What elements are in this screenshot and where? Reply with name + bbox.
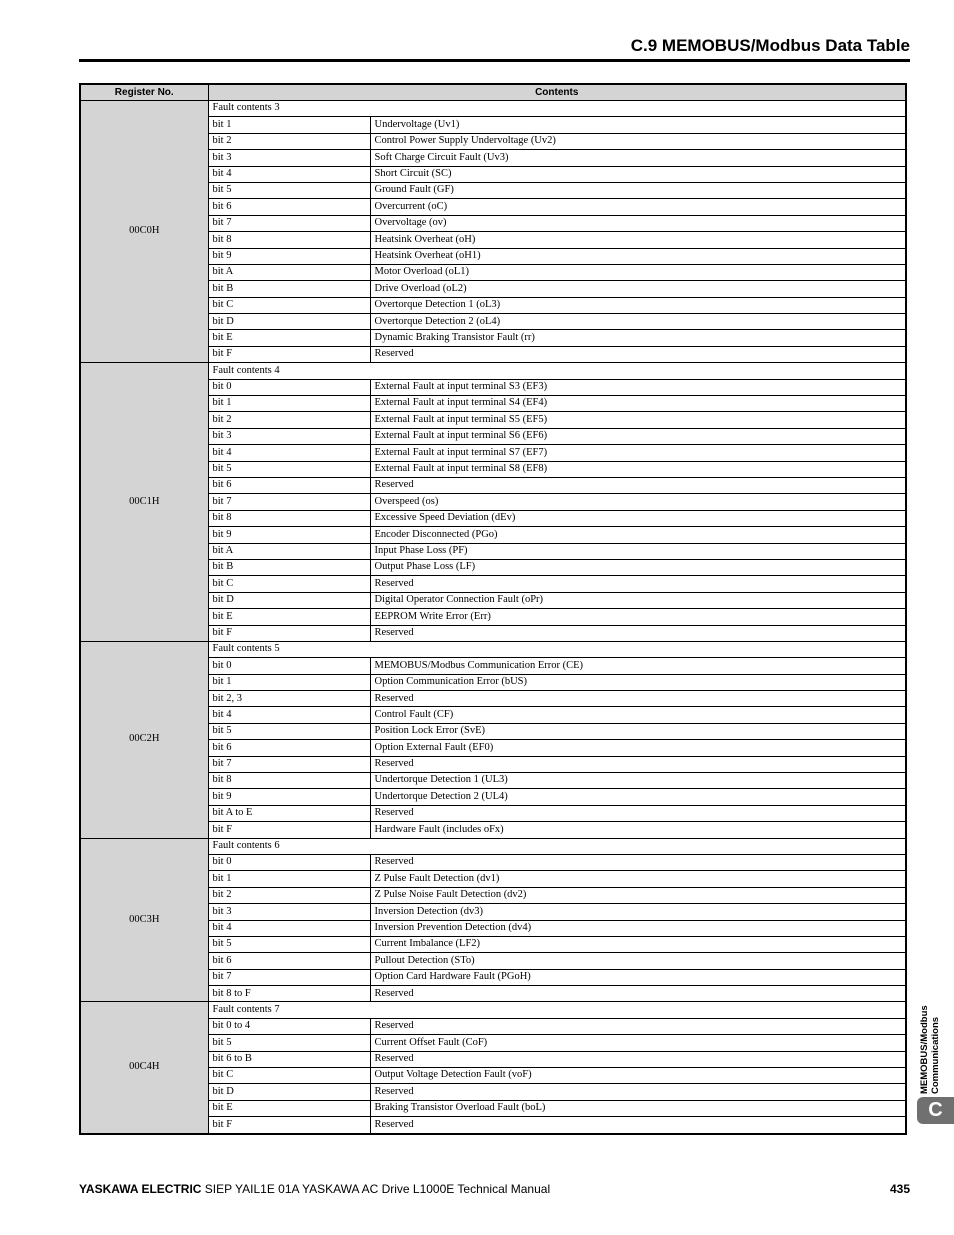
description-cell: Drive Overload (oL2) <box>370 281 906 297</box>
description-cell: Heatsink Overheat (oH) <box>370 232 906 248</box>
description-cell: Current Imbalance (LF2) <box>370 936 906 952</box>
description-cell: Reserved <box>370 691 906 707</box>
bit-cell: bit C <box>208 1068 370 1084</box>
description-cell: Soft Charge Circuit Fault (Uv3) <box>370 150 906 166</box>
description-cell: EEPROM Write Error (Err) <box>370 609 906 625</box>
bit-cell: bit 5 <box>208 723 370 739</box>
description-cell: Reserved <box>370 576 906 592</box>
description-cell: Dynamic Braking Transistor Fault (rr) <box>370 330 906 346</box>
description-cell: Inversion Prevention Detection (dv4) <box>370 920 906 936</box>
description-cell: Undertorque Detection 2 (UL4) <box>370 789 906 805</box>
bit-cell: bit 7 <box>208 215 370 231</box>
column-header-contents: Contents <box>208 84 906 101</box>
description-cell: Z Pulse Fault Detection (dv1) <box>370 871 906 887</box>
bit-cell: bit 1 <box>208 674 370 690</box>
bit-cell: bit 4 <box>208 445 370 461</box>
bit-cell: bit F <box>208 822 370 838</box>
bit-cell: bit 4 <box>208 166 370 182</box>
description-cell: Control Power Supply Undervoltage (Uv2) <box>370 133 906 149</box>
description-cell: Position Lock Error (SvE) <box>370 723 906 739</box>
description-cell: Encoder Disconnected (PGo) <box>370 527 906 543</box>
description-cell: Current Offset Fault (CoF) <box>370 1035 906 1051</box>
bit-cell: bit 3 <box>208 904 370 920</box>
bit-cell: bit E <box>208 609 370 625</box>
bit-cell: bit D <box>208 592 370 608</box>
bit-cell: bit D <box>208 314 370 330</box>
bit-cell: bit 5 <box>208 182 370 198</box>
side-tab-label-text: MEMOBUS/Modbus Communications <box>919 1005 941 1094</box>
description-cell: Excessive Speed Deviation (dEv) <box>370 510 906 526</box>
table-row-title <box>80 101 906 117</box>
table-row-title <box>80 838 906 854</box>
description-cell: Overtorque Detection 1 (oL3) <box>370 297 906 313</box>
description-cell: Reserved <box>370 756 906 772</box>
bit-cell: bit 2 <box>208 887 370 903</box>
bit-cell: bit F <box>208 346 370 362</box>
description-cell: Pullout Detection (STo) <box>370 953 906 969</box>
bit-cell: bit 8 to F <box>208 986 370 1002</box>
bit-cell: bit 6 <box>208 199 370 215</box>
fault-contents-title: Fault contents 5 <box>208 641 906 657</box>
description-cell: External Fault at input terminal S6 (EF6) <box>370 428 906 444</box>
footer-doc: SIEP YAIL1E 01A YASKAWA AC Drive L1000E Technical Manual <box>201 1182 551 1196</box>
register-number-cell: 00C1H <box>80 363 208 642</box>
description-cell: Ground Fault (GF) <box>370 182 906 198</box>
description-cell: Reserved <box>370 1051 906 1067</box>
description-cell: Option External Fault (EF0) <box>370 740 906 756</box>
description-cell: MEMOBUS/Modbus Communication Error (CE) <box>370 658 906 674</box>
description-cell: Reserved <box>370 625 906 641</box>
bit-cell: bit A <box>208 264 370 280</box>
bit-cell: bit F <box>208 1117 370 1134</box>
table-row-title <box>80 641 906 657</box>
register-number-cell: 00C3H <box>80 838 208 1002</box>
description-cell: External Fault at input terminal S7 (EF7) <box>370 445 906 461</box>
bit-cell: bit 7 <box>208 756 370 772</box>
description-cell: Reserved <box>370 1018 906 1034</box>
bit-cell: bit 4 <box>208 920 370 936</box>
side-tab-letter: C <box>917 1097 954 1124</box>
column-header-register: Register No. <box>80 84 208 101</box>
fault-contents-title: Fault contents 7 <box>208 1002 906 1018</box>
fault-contents-title: Fault contents 3 <box>208 101 906 117</box>
bit-cell: bit 9 <box>208 248 370 264</box>
bit-cell: bit 0 <box>208 854 370 870</box>
bit-cell: bit C <box>208 297 370 313</box>
bit-cell: bit 8 <box>208 510 370 526</box>
bit-cell: bit 9 <box>208 789 370 805</box>
bit-cell: bit D <box>208 1084 370 1100</box>
description-cell: Output Phase Loss (LF) <box>370 559 906 575</box>
fault-contents-title: Fault contents 6 <box>208 838 906 854</box>
bit-cell: bit 3 <box>208 428 370 444</box>
footer-brand: YASKAWA ELECTRIC <box>79 1182 202 1196</box>
description-cell: Option Communication Error (bUS) <box>370 674 906 690</box>
bit-cell: bit 7 <box>208 494 370 510</box>
description-cell: External Fault at input terminal S4 (EF4) <box>370 396 906 412</box>
bit-cell: bit B <box>208 559 370 575</box>
bit-cell: bit 6 to B <box>208 1051 370 1067</box>
bit-cell: bit B <box>208 281 370 297</box>
description-cell: Undertorque Detection 1 (UL3) <box>370 773 906 789</box>
description-cell: Reserved <box>370 1117 906 1134</box>
bit-cell: bit 3 <box>208 150 370 166</box>
bit-cell: bit 0 to 4 <box>208 1018 370 1034</box>
bit-cell: bit 7 <box>208 969 370 985</box>
side-tab-label <box>917 984 947 1094</box>
footer-page-number: 435 <box>889 1182 910 1196</box>
description-cell: Control Fault (CF) <box>370 707 906 723</box>
description-cell: External Fault at input terminal S8 (EF8) <box>370 461 906 477</box>
description-cell: Reserved <box>370 854 906 870</box>
description-cell: Reserved <box>370 1084 906 1100</box>
table-body <box>80 101 906 1134</box>
description-cell: Digital Operator Connection Fault (oPr) <box>370 592 906 608</box>
bit-cell: bit 4 <box>208 707 370 723</box>
header-rule <box>79 59 910 62</box>
description-cell: Output Voltage Detection Fault (voF) <box>370 1068 906 1084</box>
description-cell: Reserved <box>370 986 906 1002</box>
bit-cell: bit 8 <box>208 773 370 789</box>
bit-cell: bit E <box>208 1100 370 1116</box>
description-cell: Undervoltage (Uv1) <box>370 117 906 133</box>
description-cell: Overspeed (os) <box>370 494 906 510</box>
description-cell: External Fault at input terminal S3 (EF3) <box>370 379 906 395</box>
description-cell: Inversion Detection (dv3) <box>370 904 906 920</box>
fault-contents-title: Fault contents 4 <box>208 363 906 379</box>
table-row-title <box>80 1002 906 1018</box>
bit-cell: bit 1 <box>208 396 370 412</box>
description-cell: Overtorque Detection 2 (oL4) <box>370 314 906 330</box>
bit-cell: bit 1 <box>208 871 370 887</box>
register-number-cell: 00C4H <box>80 1002 208 1134</box>
footer-doc-title <box>79 1182 550 1196</box>
bit-cell: bit C <box>208 576 370 592</box>
description-cell: External Fault at input terminal S5 (EF5) <box>370 412 906 428</box>
bit-cell: bit 9 <box>208 527 370 543</box>
bit-cell: bit 6 <box>208 953 370 969</box>
page-title: C.9 MEMOBUS/Modbus Data Table <box>630 36 910 55</box>
bit-cell: bit 5 <box>208 461 370 477</box>
bit-cell: bit A <box>208 543 370 559</box>
bit-cell: bit 5 <box>208 936 370 952</box>
bit-cell: bit 2, 3 <box>208 691 370 707</box>
bit-cell: bit 5 <box>208 1035 370 1051</box>
description-cell: Short Circuit (SC) <box>370 166 906 182</box>
bit-cell: bit 6 <box>208 740 370 756</box>
description-cell: Braking Transistor Overload Fault (boL) <box>370 1100 906 1116</box>
description-cell: Overvoltage (ov) <box>370 215 906 231</box>
description-cell: Overcurrent (oC) <box>370 199 906 215</box>
description-cell: Heatsink Overheat (oH1) <box>370 248 906 264</box>
bit-cell: bit A to E <box>208 805 370 821</box>
description-cell: Reserved <box>370 805 906 821</box>
register-number-cell: 00C2H <box>80 641 208 838</box>
bit-cell: bit F <box>208 625 370 641</box>
description-cell: Reserved <box>370 346 906 362</box>
bit-cell: bit 8 <box>208 232 370 248</box>
bit-cell: bit 0 <box>208 379 370 395</box>
description-cell: Input Phase Loss (PF) <box>370 543 906 559</box>
table-row-title <box>80 363 906 379</box>
description-cell: Option Card Hardware Fault (PGoH) <box>370 969 906 985</box>
table-header-row <box>80 84 906 101</box>
bit-cell: bit 1 <box>208 117 370 133</box>
description-cell: Hardware Fault (includes oFx) <box>370 822 906 838</box>
description-cell: Z Pulse Noise Fault Detection (dv2) <box>370 887 906 903</box>
description-cell: Motor Overload (oL1) <box>370 264 906 280</box>
bit-cell: bit 0 <box>208 658 370 674</box>
bit-cell: bit 2 <box>208 412 370 428</box>
register-table <box>79 83 907 1135</box>
bit-cell: bit 6 <box>208 477 370 493</box>
register-number-cell: 00C0H <box>80 101 208 363</box>
bit-cell: bit E <box>208 330 370 346</box>
bit-cell: bit 2 <box>208 133 370 149</box>
description-cell: Reserved <box>370 477 906 493</box>
